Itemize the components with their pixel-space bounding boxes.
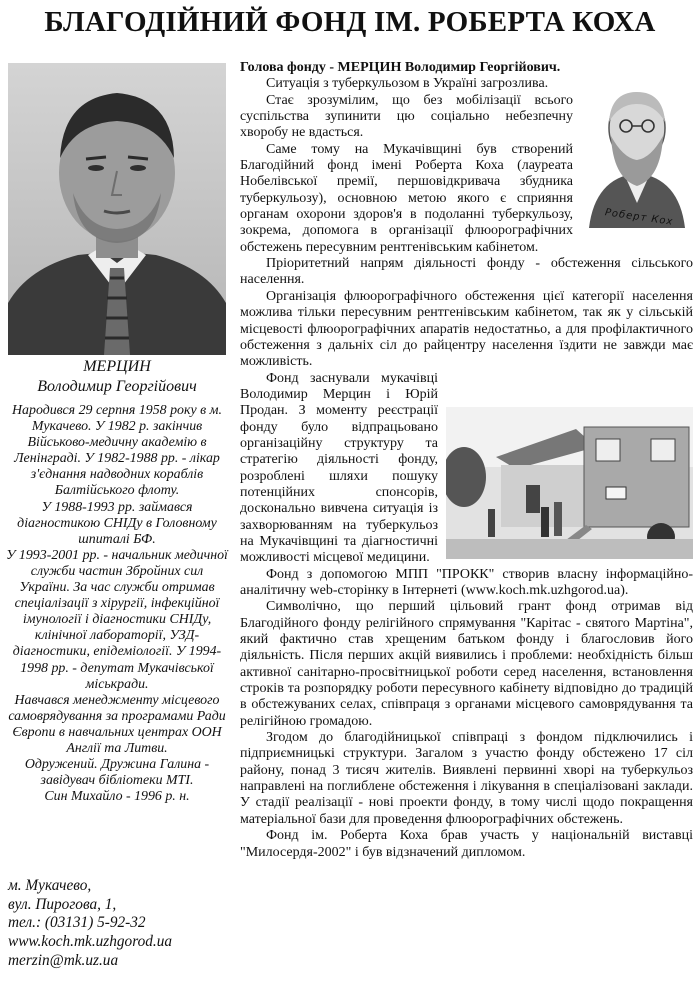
bio-paragraph: Син Михайло - 1996 р. н.: [44, 789, 190, 805]
article-paragraph: Пріоритетний напрям діяльності фонду - обстеження сільського населення.: [240, 256, 693, 288]
bio-paragraph: У 1988-1993 рр. займався діагностикою СНІДу в Головному шпиталі БФ.: [17, 499, 217, 547]
article-paragraph: Стає зрозумілим, що без мобілізації всього суспільства зупинити цю соціально небезпечну хворобу не вдасться.: [240, 92, 573, 141]
article-paragraph: Фонд заснували мукачівці Володимир Мерцин і Юрій Продан. З моменту реєстрації фонду було відпрацьовано організаційну структуру та стратегію діяльності фонду, розроблені шляхи пошуку потенційних спонсорів, досконально вивчена ситуація із захворюванням на туберкульоз на Мукачівщині та діагностичні можливості місцевої медицини.: [240, 370, 438, 566]
mobile-xray-unit-photo: [446, 407, 693, 559]
contact-website: www.koch.mk.uzhgorod.ua: [8, 933, 173, 951]
contact-email: merzin@mk.uz.ua: [8, 951, 119, 969]
koch-portrait: [581, 78, 693, 250]
bio-text: [6, 403, 228, 805]
bio-paragraph: Одружений. Дружина Галина - завідувач бібліотеки МТІ.: [24, 757, 210, 789]
article-paragraph: Ситуація з туберкульозом в Україні загрозлива.: [266, 76, 549, 92]
bio-paragraph: Народився 29 серпня 1958 року в м. Мукачево. У 1982 р. закінчив Військово-медичну академію в Ленінграді. У 1982-1988 рр. - лікар з'єднання надводних кораблів Балтійського флоту.: [12, 403, 222, 499]
article: [240, 60, 693, 861]
article-paragraph: Символічно, що перший цільовий грант фонд отримав від Благодійного фонду релігійного спрямування "Карітас - святого Мартіна", який фактично став хрещеним батьком фонду і благословив його діяльність. Після перших акцій виявились і проблеми: необхідність більш активної санітарно-просвітницької роботи серед населення, встановлення строків та розпорядку роботи пересувного кабінету відповідно до традицій в обстежуваних селах, співпраця з органами місцевого самоврядування та релігійною громадою.: [240, 599, 693, 729]
page-title: БЛАГОДІЙНИЙ ФОНД ІМ. РОБЕРТА КОХА: [44, 6, 656, 38]
article-paragraph: Організація флюорографічного обстеження цієї категорії населення можлива тільки пересувним рентгенівським кабінетом, так як у сільській місцевості флюорографічних апаратів недостатньо, а для профілактичного обстеження з дальніх сіл до райцентру населення їздити не завжди має можливість.: [240, 288, 693, 370]
bio-given-names: Володимир Георгійович: [37, 378, 197, 395]
contact-block: [8, 877, 238, 971]
contact-phone: тел.: (03131) 5-92-32: [8, 914, 146, 932]
article-head: Голова фонду - МЕРЦИН Володимир Георгійович.: [240, 60, 561, 75]
contact-city: м. Мукачево,: [8, 877, 92, 894]
article-paragraph: Саме тому на Мукачівщині був створений Благодійний фонд імені Роберта Коха (лауреата Нобелівської премії, першовідкривача збудника туберкульозу), основною метою якого є сприяння органам охорони здоров'я в подоланні туберкульозу, зокрема, допомога в організації флюорографічних обстежень пересувним рентгенівським кабінетом.: [240, 141, 573, 255]
article-paragraph: Фонд ім. Роберта Коха брав участь у національній виставці "Милосердя-2002" і був відзначений дипломом.: [240, 828, 693, 860]
portrait-photo: [8, 63, 226, 355]
bio-paragraph: У 1993-2001 рр. - начальник медичної служби частин Збройних сил України. За час служби отримав спеціалізації з хірургії, інфекційної імунології і діагностики СНІДу, клінічної лабораторії, УЗД-діагностики, епідеміології. У 1994-1998 рр. - депутат Мукачівської міськради.: [6, 547, 228, 692]
article-paragraph: Згодом до благодійницької співпраці з фондом підключились і підприємницькі структури. Загалом з участю фонду обстежено 17 сіл району, понад 3 тисяч жителів. Виявлені первинні хворі на туберкульоз направлені на поглиблене обстеження і лікування в спеціалізовані заклади. У стадії реалізації - нові проекти фонду, в тому числі щодо покращення матеріальної бази для проведення флюорографічних обстежень.: [240, 730, 693, 827]
koch-caption: Роберт Кох: [604, 207, 675, 229]
bio-paragraph: Навчався менеджменту місцевого самоврядування за програмами Ради Європи в навчальних центрах ООН Англії та Литви.: [8, 692, 226, 756]
bio-surname: МЕРЦИН: [83, 358, 151, 375]
contact-street: вул. Пирогова, 1,: [8, 895, 117, 913]
bio-name: [8, 357, 226, 397]
article-paragraph: Фонд з допомогою МПП "ПРОКК" створив власну інформаційно-аналітичну web-сторінку в Інтернеті (www.koch.mk.uzhgorod.ua).: [240, 566, 693, 598]
